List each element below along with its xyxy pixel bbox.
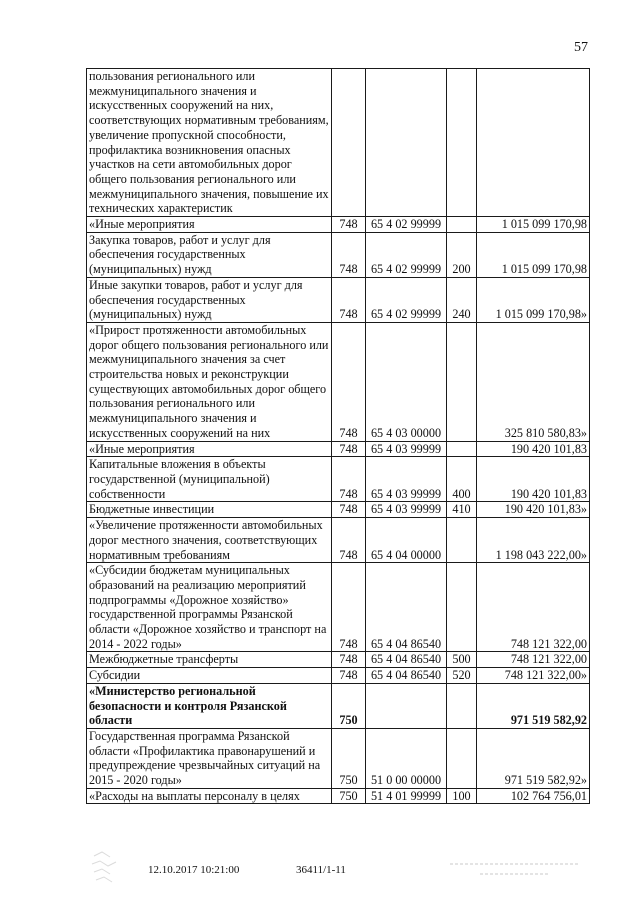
table-row	[87, 652, 590, 668]
row-ved-cell: 748	[332, 232, 366, 277]
row-name-cell: «Прирост протяженности автомобильных дорог общего пользования регионального или межмуниципального значения за счет строительства новых и реконструкции существующих автомобильных дорог общего пользования регионального или межмуниципального значения и искусственных сооружений на них	[87, 322, 332, 441]
row-sum-cell: 748 121 322,00	[477, 652, 590, 668]
table-row	[87, 788, 590, 804]
row-vr-cell	[447, 441, 477, 457]
row-sum-cell: 1 015 099 170,98	[477, 232, 590, 277]
row-ved-cell: 750	[332, 728, 366, 788]
table-row	[87, 668, 590, 684]
table-row	[87, 322, 590, 441]
row-csr-cell: 65 4 02 99999	[366, 232, 447, 277]
row-ved-cell: 748	[332, 563, 366, 652]
row-name-cell: Межбюджетные трансферты	[87, 652, 332, 668]
row-name-cell: «Субсидии бюджетам муниципальных образований на реализацию мероприятий подпрограммы «Дорожное хозяйство» государственной программы Рязанской области «Дорожное хозяйство и транспорт на 2014 - 2022 годы»	[87, 563, 332, 652]
row-vr-cell	[447, 683, 477, 728]
row-vr-cell	[447, 518, 477, 563]
row-name-cell: Бюджетные инвестиции	[87, 502, 332, 518]
footer-code: 36411/1-11	[296, 864, 346, 876]
table-row	[87, 441, 590, 457]
budget-table	[86, 68, 590, 804]
row-ved-cell: 748	[332, 652, 366, 668]
faded-stamp-text-icon	[450, 858, 580, 882]
row-sum-cell	[477, 69, 590, 217]
row-ved-cell: 748	[332, 518, 366, 563]
row-name-cell: «Увеличение протяженности автомобильных дорог местного значения, соответствующих нормативным требованиям	[87, 518, 332, 563]
row-sum-cell: 748 121 322,00	[477, 563, 590, 652]
row-csr-cell: 65 4 03 99999	[366, 441, 447, 457]
row-sum-cell: 102 764 756,01	[477, 788, 590, 804]
table-row	[87, 502, 590, 518]
table-row	[87, 232, 590, 277]
row-vr-cell	[447, 322, 477, 441]
row-csr-cell: 65 4 02 99999	[366, 277, 447, 322]
row-csr-cell: 65 4 02 99999	[366, 217, 447, 233]
row-ved-cell: 748	[332, 502, 366, 518]
row-name-cell: Закупка товаров, работ и услуг для обеспечения государственных (муниципальных) нужд	[87, 232, 332, 277]
row-ved-cell: 750	[332, 683, 366, 728]
row-ved-cell: 748	[332, 217, 366, 233]
row-csr-cell: 51 0 00 00000	[366, 728, 447, 788]
row-vr-cell: 410	[447, 502, 477, 518]
row-sum-cell: 325 810 580,83»	[477, 322, 590, 441]
row-vr-cell	[447, 728, 477, 788]
row-vr-cell: 100	[447, 788, 477, 804]
table-row	[87, 518, 590, 563]
row-name-cell: Государственная программа Рязанской области «Профилактика правонарушений и предупреждение чрезвычайных ситуаций на 2015 - 2020 годы»	[87, 728, 332, 788]
table-row	[87, 563, 590, 652]
row-csr-cell	[366, 69, 447, 217]
page-number: 57	[574, 40, 588, 55]
row-ved-cell: 748	[332, 457, 366, 502]
row-csr-cell: 65 4 04 86540	[366, 652, 447, 668]
table-row	[87, 217, 590, 233]
row-vr-cell	[447, 563, 477, 652]
row-sum-cell: 1 015 099 170,98»	[477, 277, 590, 322]
row-vr-cell	[447, 217, 477, 233]
row-sum-cell: 971 519 582,92»	[477, 728, 590, 788]
row-name-cell: Субсидии	[87, 668, 332, 684]
row-ved-cell	[332, 69, 366, 217]
row-sum-cell: 1 198 043 222,00»	[477, 518, 590, 563]
row-vr-cell: 200	[447, 232, 477, 277]
table-row	[87, 277, 590, 322]
row-name-cell: «Иные мероприятия	[87, 217, 332, 233]
row-ved-cell: 748	[332, 277, 366, 322]
row-sum-cell: 1 015 099 170,98	[477, 217, 590, 233]
row-csr-cell: 65 4 04 86540	[366, 668, 447, 684]
row-csr-cell: 65 4 03 99999	[366, 502, 447, 518]
row-vr-cell: 520	[447, 668, 477, 684]
row-name-cell: Капитальные вложения в объекты государственной (муниципальной) собственности	[87, 457, 332, 502]
table-row	[87, 69, 590, 217]
table-row	[87, 683, 590, 728]
row-vr-cell	[447, 69, 477, 217]
table-row	[87, 728, 590, 788]
row-sum-cell: 190 420 101,83	[477, 457, 590, 502]
footer-date: 12.10.2017 10:21:00	[148, 864, 240, 876]
row-vr-cell: 240	[447, 277, 477, 322]
row-ved-cell: 750	[332, 788, 366, 804]
row-ved-cell: 748	[332, 441, 366, 457]
row-sum-cell: 190 420 101,83»	[477, 502, 590, 518]
row-sum-cell: 971 519 582,92	[477, 683, 590, 728]
table-row	[87, 457, 590, 502]
row-sum-cell: 190 420 101,83	[477, 441, 590, 457]
row-csr-cell: 65 4 04 00000	[366, 518, 447, 563]
stamp-mark-icon	[88, 850, 120, 886]
row-name-cell: «Расходы на выплаты персоналу в целях	[87, 788, 332, 804]
row-ved-cell: 748	[332, 322, 366, 441]
row-csr-cell	[366, 683, 447, 728]
row-csr-cell: 65 4 04 86540	[366, 563, 447, 652]
row-name-cell: «Иные мероприятия	[87, 441, 332, 457]
row-csr-cell: 65 4 03 00000	[366, 322, 447, 441]
row-sum-cell: 748 121 322,00»	[477, 668, 590, 684]
row-csr-cell: 65 4 03 99999	[366, 457, 447, 502]
row-name-cell: Иные закупки товаров, работ и услуг для обеспечения государственных (муниципальных) нужд	[87, 277, 332, 322]
row-csr-cell: 51 4 01 99999	[366, 788, 447, 804]
row-name-cell: «Министерство региональной безопасности и контроля Рязанской области	[87, 683, 332, 728]
row-vr-cell: 500	[447, 652, 477, 668]
row-name-cell: пользования регионального или межмуниципального значения и искусственных сооружений на них, соответствующих нормативным требованиям, увеличение пропускной способности, профилактика возникновения опасных участков на сети автомобильных дорог общего пользования регионального или межмуниципального значения, повышение их технических характеристик	[87, 69, 332, 217]
row-ved-cell: 748	[332, 668, 366, 684]
row-vr-cell: 400	[447, 457, 477, 502]
